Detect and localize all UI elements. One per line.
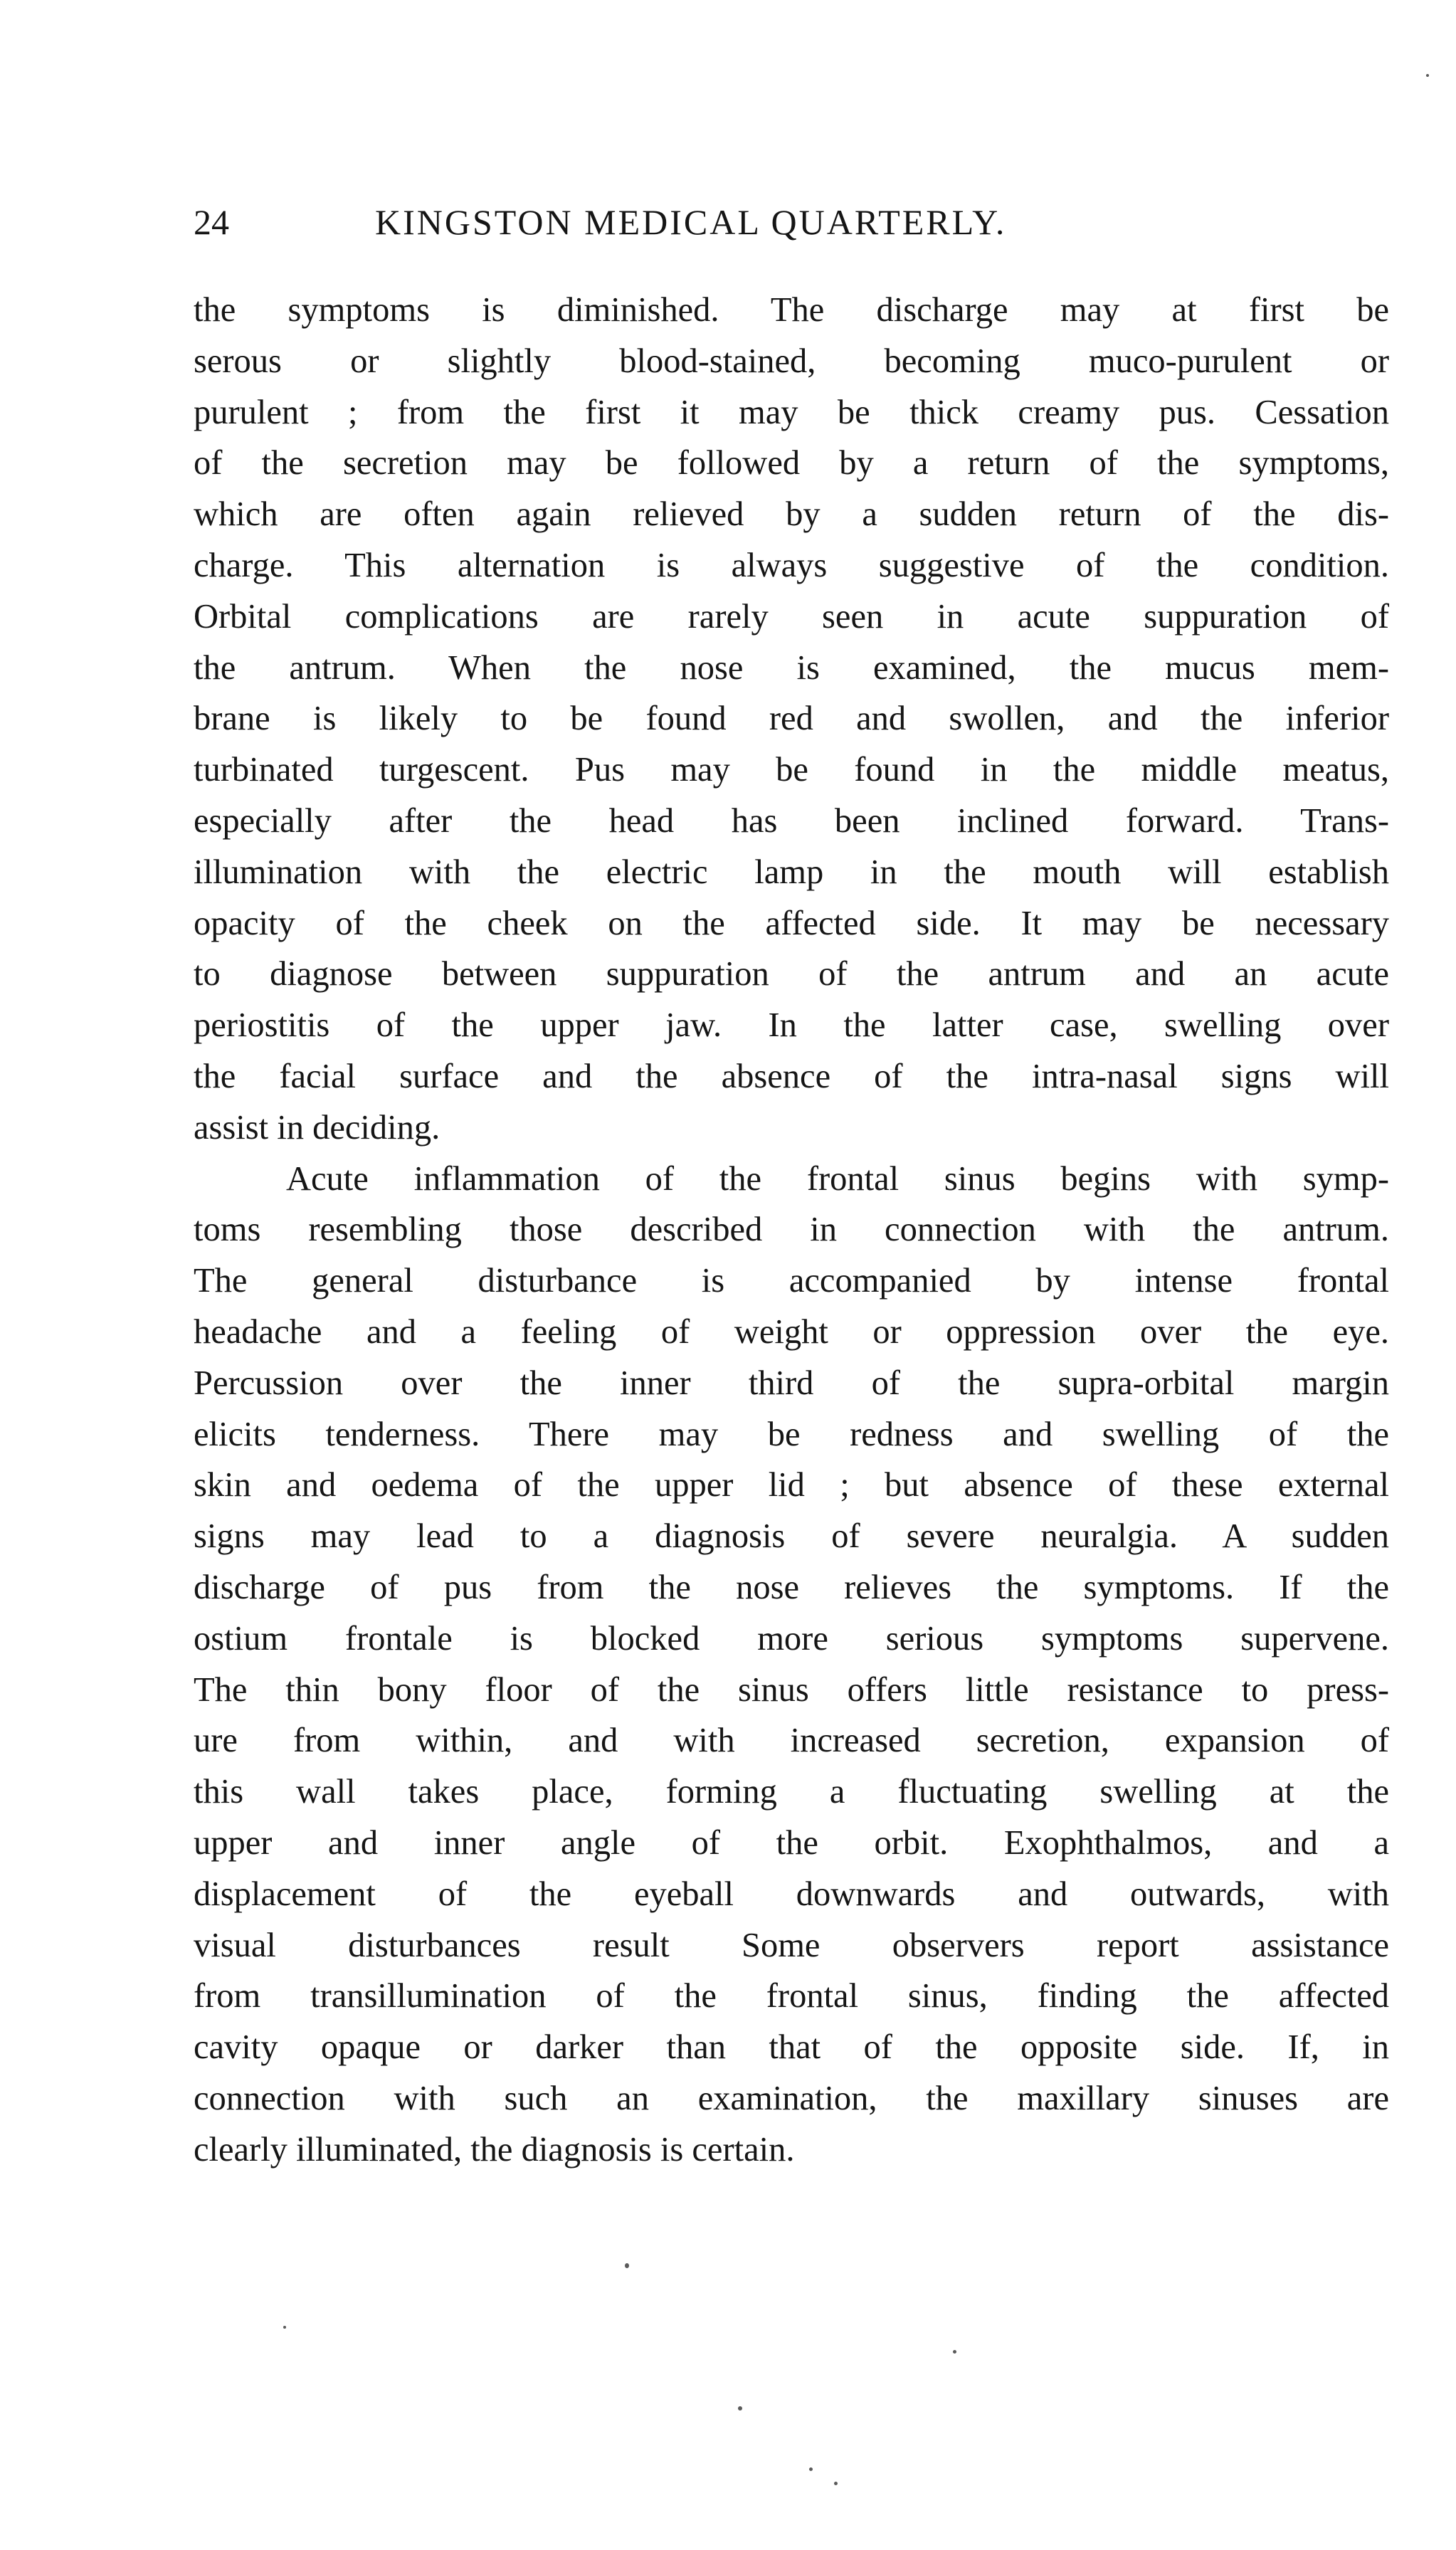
text-line: illumination with the electric lamp in the mouth will establish	[194, 853, 1389, 891]
text-line: displacement of the eyeball downwards and outwards, with	[194, 1875, 1389, 1913]
text-line: skin and oedema of the upper lid ; but absence of these external	[194, 1466, 1389, 1505]
text-line: cavity opaque or darker than that of the opposite side. If, in	[194, 2028, 1389, 2067]
running-head	[194, 194, 1332, 251]
text-line: Orbital complications are rarely seen in acute suppuration of	[194, 597, 1389, 636]
text-line: visual disturbances result Some observers report assistance	[194, 1926, 1389, 1964]
text-line: headache and a feeling of weight or oppression over the eye.	[194, 1312, 1389, 1351]
text-line: The thin bony floor of the sinus offers little resistance to press-	[194, 1670, 1389, 1709]
text-line: connection with such an examination, the maxillary sinuses are	[194, 2079, 1389, 2117]
text-line: discharge of pus from the nose relieves the symptoms. If the	[194, 1568, 1389, 1606]
text-line: The general disturbance is accompanied by intense frontal	[194, 1262, 1389, 1300]
text-line: elicits tenderness. There may be redness and swelling of the	[194, 1415, 1389, 1453]
scan-speck	[809, 2467, 813, 2471]
scan-speck	[738, 2406, 742, 2411]
text-line: the facial surface and the absence of the intra-nasal signs will	[194, 1057, 1389, 1095]
text-line: ure from within, and with increased secretion, expansion of	[194, 1722, 1389, 1760]
text-line: especially after the head has been inclined forward. Trans-	[194, 801, 1389, 840]
text-line: from transillumination of the frontal sinus, finding the affected	[194, 1977, 1389, 2016]
text-line: ostium frontale is blocked more serious symptoms supervene.	[194, 1619, 1389, 1658]
scan-speck	[834, 2482, 838, 2485]
text-line: assist in deciding.	[194, 1108, 441, 1147]
text-line: Acute inflammation of the frontal sinus begins with symp-	[286, 1159, 1389, 1198]
running-title: KINGSTON MEDICAL QUARTERLY.	[375, 202, 1007, 242]
body-text	[194, 285, 1389, 2175]
text-line: periostitis of the upper jaw. In the latter case, swelling over	[194, 1006, 1389, 1045]
scan-speck	[625, 2263, 629, 2268]
scan-speck	[953, 2350, 956, 2354]
text-line: purulent ; from the first it may be thick creamy pus. Cessation	[194, 393, 1389, 431]
text-line: Percussion over the inner third of the supra-orbital margin	[194, 1364, 1389, 1402]
scan-speck	[1426, 74, 1429, 77]
text-line: upper and inner angle of the orbit. Exophthalmos, and a	[194, 1823, 1389, 1862]
text-line: the antrum. When the nose is examined, the mucus mem-	[194, 648, 1389, 687]
text-line: toms resembling those described in connection with the antrum.	[194, 1211, 1389, 1249]
text-line: signs may lead to a diagnosis of severe neuralgia. A sudden	[194, 1517, 1389, 1556]
text-line: serous or slightly blood-stained, becoming muco-purulent or	[194, 342, 1389, 380]
text-line: this wall takes place, forming a fluctuating swelling at the	[194, 1773, 1389, 1811]
paragraph-2	[194, 1154, 1389, 2176]
text-line: charge. This alternation is always suggestive of the condition.	[194, 546, 1389, 584]
text-line: turbinated turgescent. Pus may be found in the middle meatus,	[194, 751, 1389, 789]
text-line: of the secretion may be followed by a return of the symptoms,	[194, 444, 1389, 483]
text-line: clearly illuminated, the diagnosis is certain.	[194, 2130, 795, 2169]
text-line: opacity of the cheek on the affected side. It may be necessary	[194, 904, 1389, 942]
scan-speck	[283, 2326, 286, 2329]
text-line: brane is likely to be found red and swollen, and the inferior	[194, 700, 1389, 738]
text-line: the symptoms is diminished. The discharge may at first be	[194, 291, 1389, 329]
text-line: to diagnose between suppuration of the antrum and an acute	[194, 955, 1389, 994]
paragraph-1	[194, 285, 1389, 1154]
text-line: which are often again relieved by a sudden return of the dis-	[194, 495, 1389, 534]
page-number: 24	[194, 202, 229, 242]
